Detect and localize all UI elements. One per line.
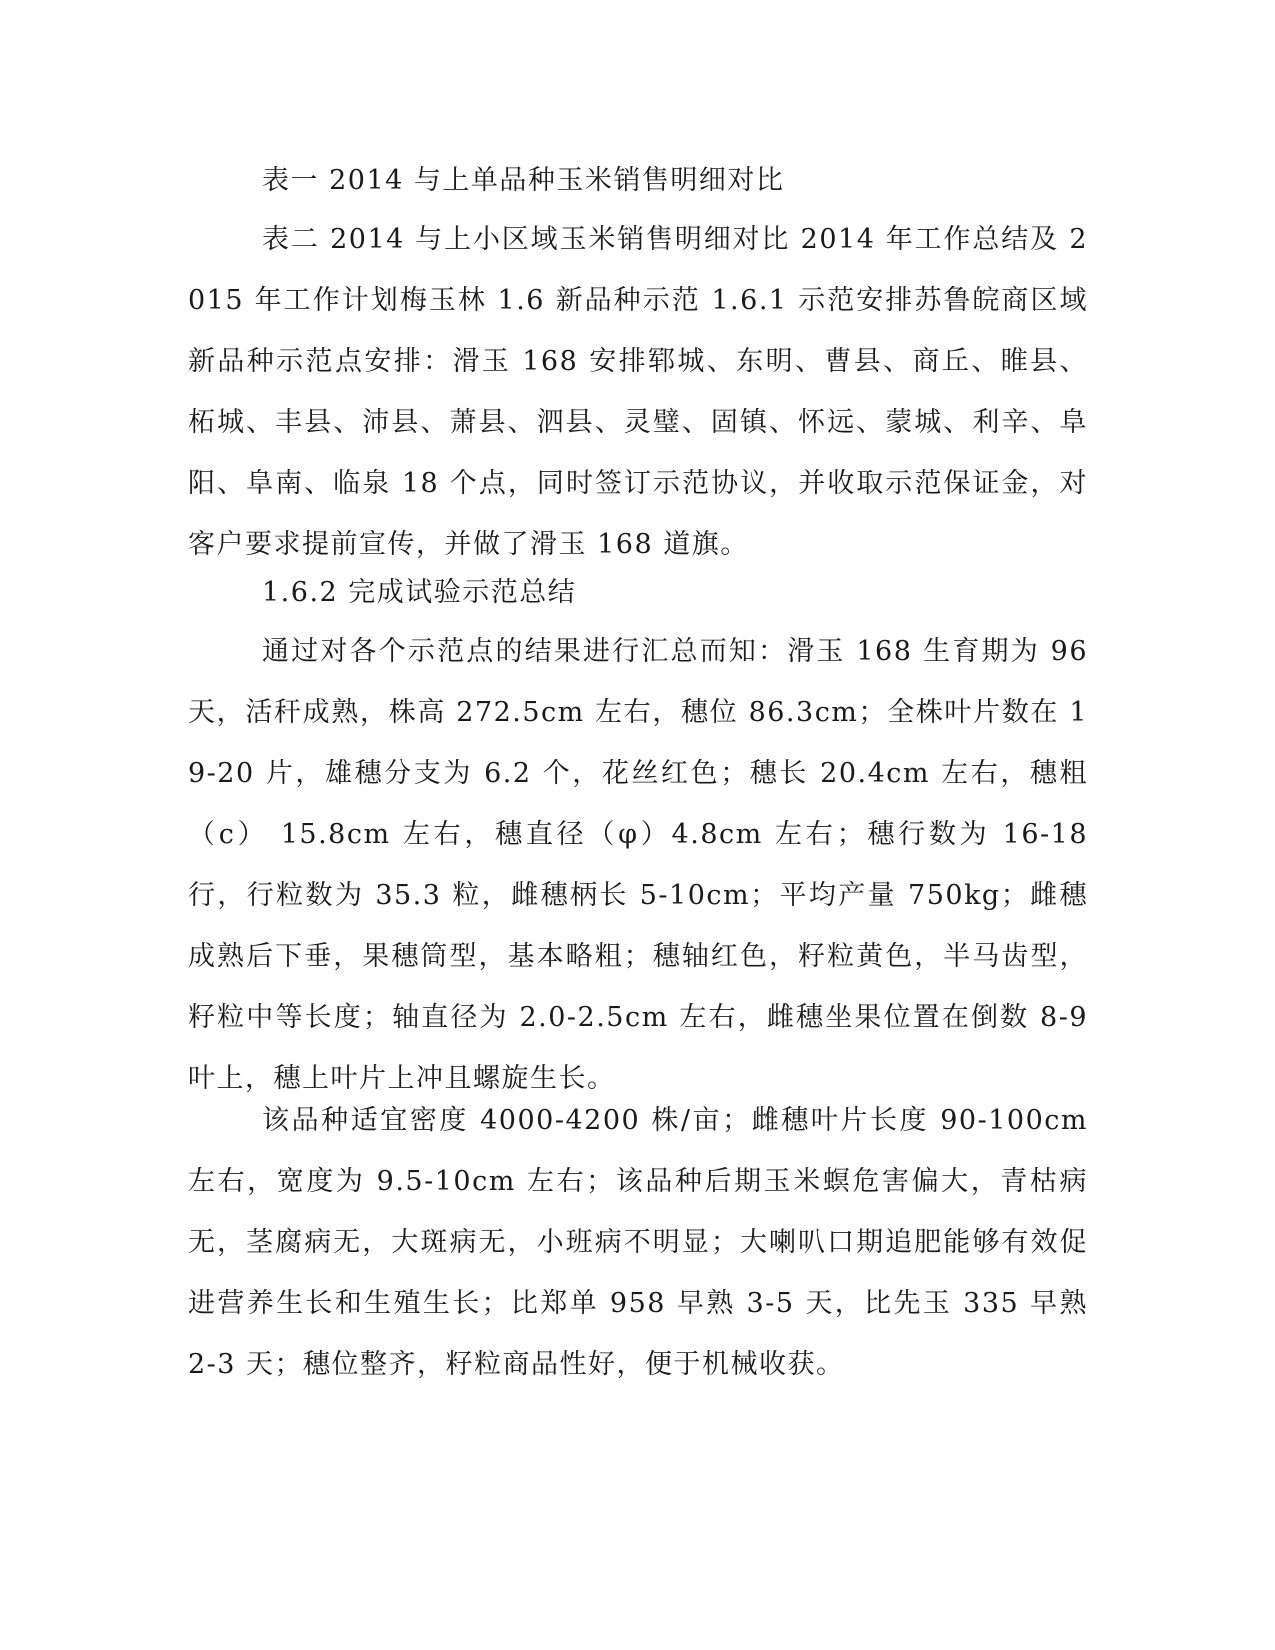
- variety-characteristics-paragraph: 该品种适宜密度 4000-4200 株/亩；雌穗叶片长度 90-100cm 左右，宽度为 9.5-10cm 左右；该品种后期玉米螟危害偏大，青枯病无，茎腐病无，大斑病无，小班病不明显；大喇叭口期追肥能够有效促进营养生长和生殖生长；比郑单 958 早熟 3-5 天，比先玉 335 早熟 2-3 天；穗位整齐，籽粒商品性好，便于机械收获。: [188, 1105, 1088, 1380]
- table-two-and-demo-arrangement-paragraph: 表二 2014 与上小区域玉米销售明细对比 2014 年工作总结及 2015 年工作计划梅玉林 1.6 新品种示范 1.6.1 示范安排苏鲁皖商区域新品种示范点安排：滑玉 168 安排郓城、东明、曹县、商丘、睢县、柘城、丰县、沛县、萧县、泗县、灵璧、固镇、怀远、蒙城、利辛、阜阳、阜南、临泉 18 个点，同时签订示范协议，并收取示范保证金，对客户要求提前宣传，并做了滑玉 168 道旗。: [188, 224, 1088, 560]
- demo-results-paragraph: 通过对各个示范点的结果进行汇总而知：滑玉 168 生育期为 96 天，活秆成熟，株高 272.5cm 左右，穗位 86.3cm；全株叶片数在 19-20 片，雄穗分支为 6.2 个，花丝红色；穗长 20.4cm 左右，穗粗（c） 15.8cm 左右，穗直径（φ）4.8cm 左右；穗行数为 16-18 行，行粒数为 35.3 粒，雌穗柄长 5-10cm；平均产量 750kg；雌穗成熟后下垂，果穗筒型，基本略粗；穗轴红色，籽粒黄色，半马齿型，籽粒中等长度；轴直径为 2.0-2.5cm 左右，雌穗坐果位置在倒数 8-9 叶上，穗上叶片上冲且螺旋生长。: [188, 636, 1088, 1094]
- table-one-caption: 表一 2014 与上单品种玉米销售明细对比: [262, 165, 785, 196]
- section-heading-1-6-2: 1.6.2 完成试验示范总结: [262, 577, 577, 608]
